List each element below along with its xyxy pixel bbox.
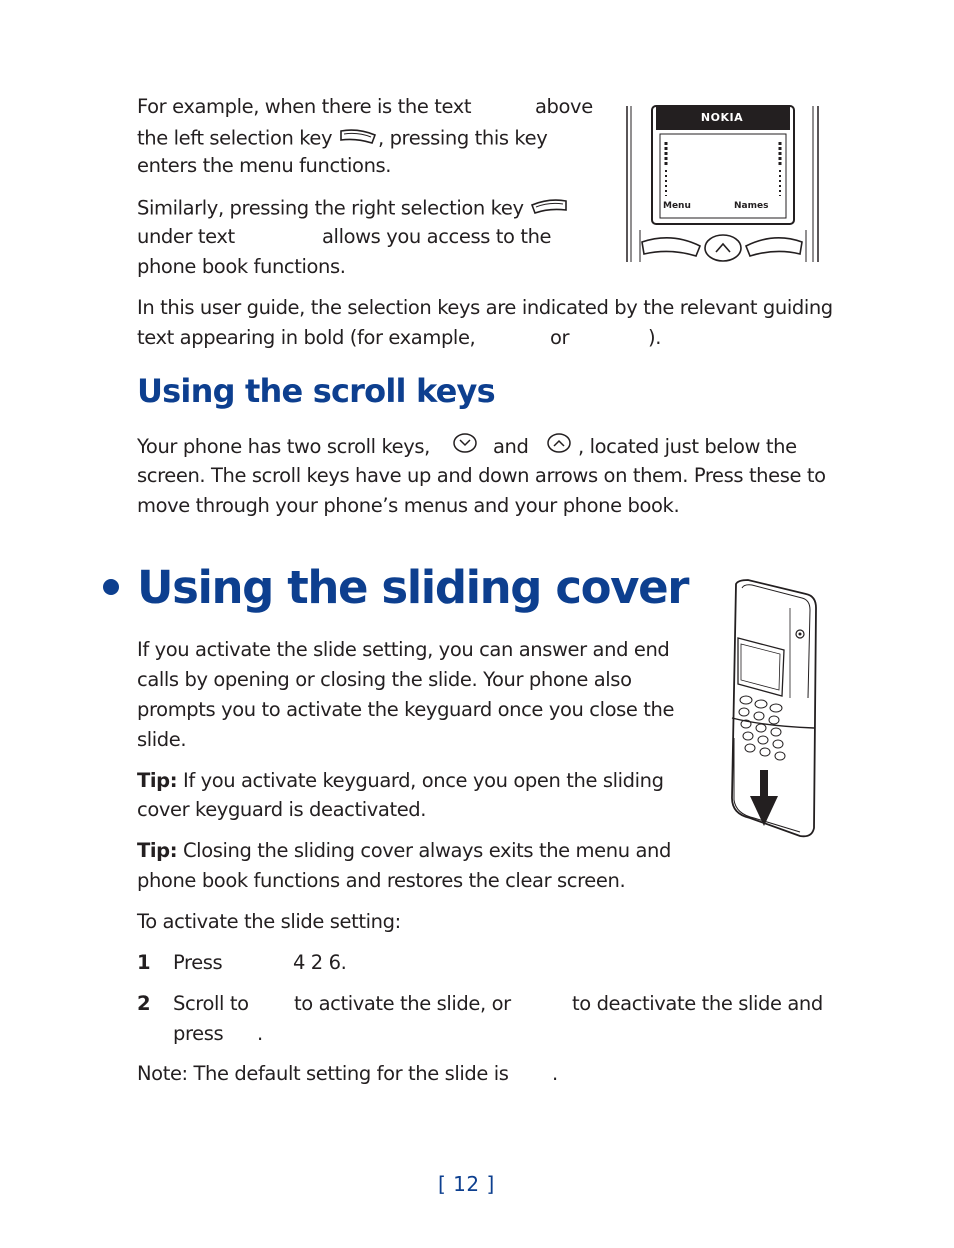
intro-text: enters the menu functions. bbox=[137, 154, 392, 177]
intro-text: , pressing this key bbox=[377, 126, 548, 150]
guide-text: or bbox=[550, 326, 570, 349]
intro-line-5b bbox=[322, 227, 551, 247]
guide-text: In this user guide, the selection keys are indicated by the relevant guiding bbox=[137, 296, 833, 319]
guide-text: ). bbox=[648, 326, 662, 349]
scroll-line-1a bbox=[137, 437, 430, 457]
slide-p1-line-2: calls by opening or closing the slide. Your phone also bbox=[137, 668, 632, 691]
scroll-line-1c bbox=[578, 437, 797, 457]
page-number: [ 12 ] bbox=[438, 1172, 495, 1196]
phone-soft-right: Names bbox=[734, 201, 769, 211]
scroll-text: screen. The scroll keys have up and down arrows on them. Press these to bbox=[137, 464, 826, 487]
intro-line-3 bbox=[137, 156, 391, 176]
intro-text: above bbox=[535, 95, 593, 118]
scroll-text: move through your phone’s menus and your phone book. bbox=[137, 494, 680, 517]
intro-text: Similarly, pressing the right selection key bbox=[137, 196, 524, 220]
tip-label: Tip: bbox=[137, 839, 178, 862]
tip-text: If you activate keyguard, once you open the sliding bbox=[182, 769, 664, 792]
intro-text: under text bbox=[137, 225, 235, 248]
step-2 bbox=[137, 994, 249, 1014]
intro-text: phone book functions. bbox=[137, 255, 346, 278]
note-a: Note: The default setting for the slide is bbox=[137, 1062, 509, 1085]
step-2-c: to deactivate the slide and bbox=[572, 992, 823, 1015]
scroll-text: Your phone has two scroll keys, bbox=[137, 435, 430, 458]
section-heading-sliding-cover: Using the sliding cover bbox=[137, 561, 689, 614]
step-number: 1 bbox=[137, 951, 151, 974]
intro-line-4 bbox=[137, 197, 569, 221]
scroll-text: and bbox=[493, 435, 529, 458]
slide-p1-line-1: If you activate the slide setting, you can answer and end bbox=[137, 638, 670, 661]
step-text: Scroll to bbox=[173, 992, 249, 1015]
step-2-line-2a: press bbox=[173, 1022, 224, 1045]
guide-line-2b bbox=[550, 328, 569, 348]
intro-line-2 bbox=[137, 127, 547, 151]
slide-p1-line-3: prompts you to activate the keyguard once you close the bbox=[137, 698, 675, 721]
intro-text: the left selection key bbox=[137, 126, 333, 150]
phone-soft-left: Menu bbox=[663, 201, 691, 211]
scroll-line-2 bbox=[137, 466, 826, 486]
activate-intro: To activate the slide setting: bbox=[137, 910, 401, 933]
tip-1-line-1 bbox=[137, 771, 664, 791]
guide-text: text appearing in bold (for example, bbox=[137, 326, 476, 349]
left-selection-key-icon bbox=[338, 127, 378, 151]
sliding-phone-illustration bbox=[724, 578, 824, 842]
step-text: Press bbox=[173, 951, 223, 974]
section-heading-scroll-keys: Using the scroll keys bbox=[137, 372, 495, 410]
step-1 bbox=[137, 953, 222, 973]
note-b: . bbox=[552, 1062, 558, 1085]
tip-2-line-2: phone book functions and restores the clear screen. bbox=[137, 869, 626, 892]
intro-line-1-above bbox=[535, 97, 593, 117]
intro-text: allows you access to the bbox=[322, 225, 552, 248]
intro-text: For example, when there is the text bbox=[137, 95, 472, 118]
tip-1-line-2: cover keyguard is deactivated. bbox=[137, 798, 427, 821]
guide-line-2a bbox=[137, 328, 475, 348]
scroll-down-key-icon bbox=[452, 432, 478, 458]
tip-text: Closing the sliding cover always exits the menu and bbox=[182, 839, 671, 862]
tip-2-line-1 bbox=[137, 841, 671, 861]
guide-line-2c bbox=[648, 328, 661, 348]
intro-line-5a bbox=[137, 227, 235, 247]
slide-p1-line-4: slide. bbox=[137, 728, 187, 751]
phone-screen-illustration bbox=[622, 104, 822, 266]
scroll-up-key-icon bbox=[546, 432, 572, 458]
guide-line-1 bbox=[137, 298, 833, 318]
scroll-line-3 bbox=[137, 496, 679, 516]
step-1-keys: 4 2 6. bbox=[293, 951, 347, 974]
scroll-text: , located just below the bbox=[578, 435, 797, 458]
phone-brand: NOKIA bbox=[700, 111, 744, 124]
intro-line-1 bbox=[137, 97, 471, 117]
step-2-b: to activate the slide, or bbox=[294, 992, 511, 1015]
step-2-line-2b: . bbox=[257, 1022, 263, 1045]
scroll-line-1b bbox=[493, 437, 529, 457]
step-number: 2 bbox=[137, 992, 151, 1015]
intro-line-6 bbox=[137, 257, 346, 277]
tip-label: Tip: bbox=[137, 769, 178, 792]
section-bullet bbox=[103, 579, 119, 595]
right-selection-key-icon bbox=[529, 197, 569, 221]
